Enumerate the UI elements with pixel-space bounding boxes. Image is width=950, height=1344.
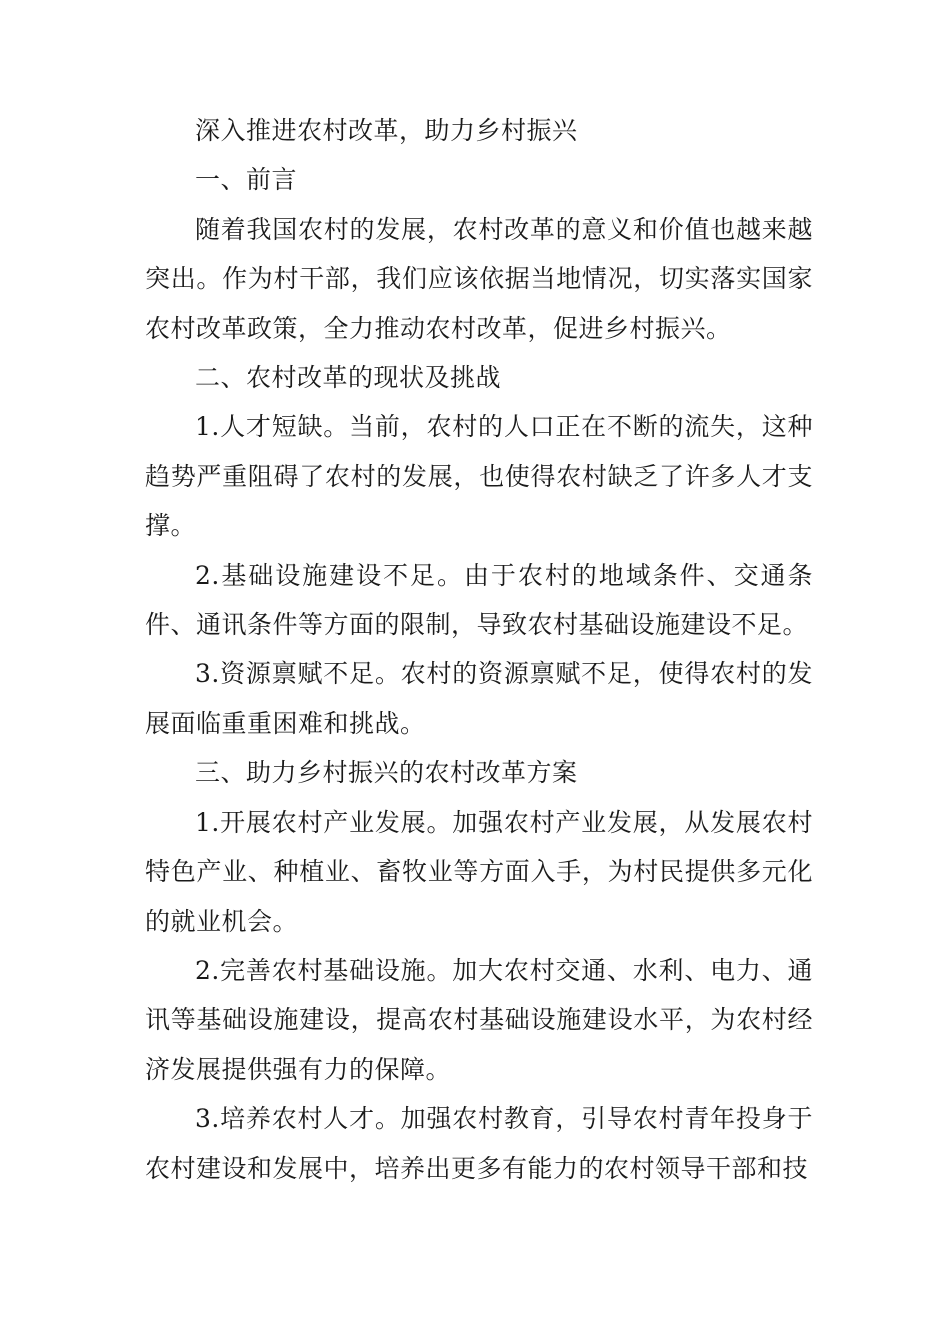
paragraph-talent-cultivation: 3.培养农村人才。加强农村教育，引导农村青年投身于农村建设和发展中，培养出更多有能力的农村领导干部和技	[145, 1104, 813, 1183]
paragraph-preface: 随着我国农村的发展，农村改革的意义和价值也越来越突出。作为村干部，我们应该依据当地情况，切实落实国家农村改革政策，全力推动农村改革，促进乡村振兴。	[145, 214, 813, 343]
paragraph-resource-shortage: 3.资源禀赋不足。农村的资源禀赋不足，使得农村的发展面临重重困难和挑战。	[145, 659, 813, 738]
document-page	[145, 106, 813, 1193]
paragraph-talent-shortage: 1.人才短缺。当前，农村的人口正在不断的流失，这种趋势严重阻碍了农村的发展，也使得农村缺乏了许多人才支撑。	[145, 412, 813, 541]
paragraph-infrastructure-improvement: 2.完善农村基础设施。加大农村交通、水利、电力、通讯等基础设施建设，提高农村基础设施建设水平，为农村经济发展提供强有力的保障。	[145, 955, 813, 1084]
document-title: 深入推进农村改革，助力乡村振兴	[195, 116, 578, 145]
section-heading-plan: 三、助力乡村振兴的农村改革方案	[195, 758, 578, 788]
section-heading-preface: 一、前言	[195, 165, 298, 195]
section-heading-status: 二、农村改革的现状及挑战	[195, 363, 502, 393]
paragraph-infrastructure-shortage: 2.基础设施建设不足。由于农村的地域条件、交通条件、通讯条件等方面的限制，导致农村基础设施建设不足。	[145, 560, 813, 640]
paragraph-industry-development: 1.开展农村产业发展。加强农村产业发展，从发展农村特色产业、种植业、畜牧业等方面入手，为村民提供多元化的就业机会。	[145, 807, 813, 936]
